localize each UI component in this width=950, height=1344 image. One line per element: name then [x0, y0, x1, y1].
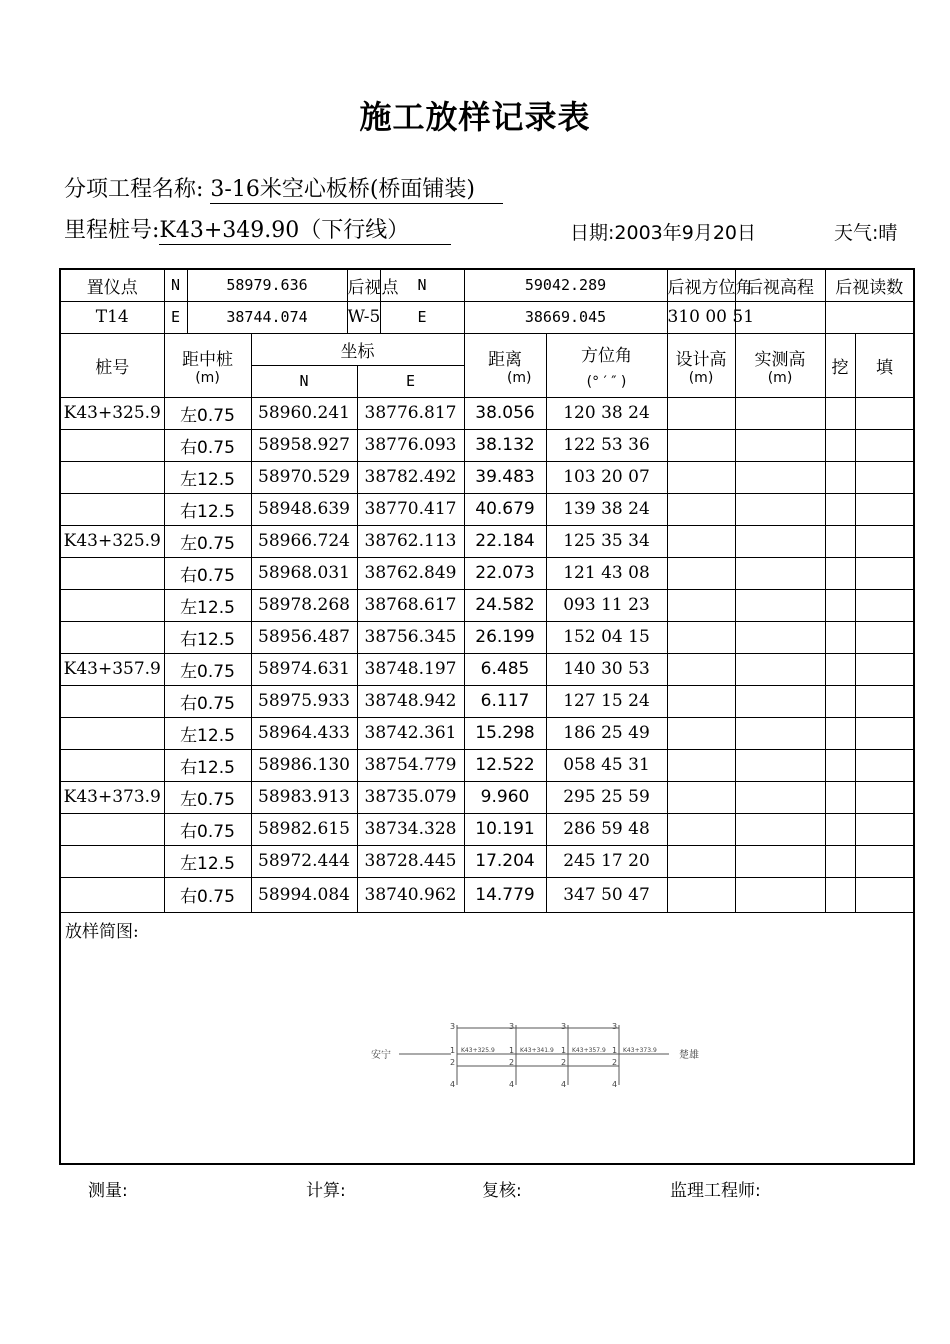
fill-cell — [855, 525, 914, 557]
offset-cell: 右0.75 — [164, 557, 251, 589]
cut-cell — [825, 589, 855, 621]
pile-cell — [60, 877, 164, 912]
bs-azimuth-value: 310 00 51 — [667, 301, 735, 333]
dist-cell: 9.960 — [464, 781, 546, 813]
measured-cell — [735, 653, 825, 685]
measured-cell — [735, 845, 825, 877]
data-rows — [60, 397, 914, 912]
design-cell — [667, 749, 735, 781]
sketch-station-3: K43+357.9 — [572, 1046, 606, 1054]
backsight-label: 后视点 — [347, 269, 380, 301]
sketch-pt-3c: 3 — [561, 1021, 567, 1031]
offset-cell: 左0.75 — [164, 781, 251, 813]
dist-cell: 26.199 — [464, 621, 546, 653]
dist-header — [464, 333, 546, 397]
n-cell: 58958.927 — [251, 429, 357, 461]
design-cell — [667, 557, 735, 589]
measured-cell — [735, 461, 825, 493]
fill-cell — [855, 749, 914, 781]
dist-cell: 38.132 — [464, 429, 546, 461]
dist-unit: (m) — [506, 369, 532, 386]
cut-cell — [825, 717, 855, 749]
bs-reading-value — [825, 301, 914, 333]
pile-cell — [60, 813, 164, 845]
design-cell — [667, 813, 735, 845]
pile-cell — [60, 557, 164, 589]
cut-cell — [825, 749, 855, 781]
footer-calc: 计算: — [306, 1181, 346, 1201]
table-row — [60, 397, 914, 429]
e-cell: 38728.445 — [357, 845, 464, 877]
sketch-pt-4b: 4 — [509, 1079, 515, 1089]
cut-cell — [825, 781, 855, 813]
n-cell: 58960.241 — [251, 397, 357, 429]
e-header: E — [357, 365, 464, 397]
table-row — [60, 781, 914, 813]
backsight-value: W-5 — [347, 301, 380, 333]
pile-cell — [60, 845, 164, 877]
design-cell — [667, 493, 735, 525]
measured-cell — [735, 813, 825, 845]
pile-cell: K43+373.9 — [60, 781, 164, 813]
table-row — [60, 429, 914, 461]
instrument-n: 58979.636 — [187, 269, 347, 301]
n-cell: 58956.487 — [251, 621, 357, 653]
cut-cell — [825, 813, 855, 845]
measured-cell — [735, 557, 825, 589]
footer-check: 复核: — [482, 1181, 522, 1201]
azimuth-cell: 286 59 48 — [546, 813, 667, 845]
table-row — [60, 461, 914, 493]
dist-cell: 38.056 — [464, 397, 546, 429]
n-label: N — [164, 269, 187, 301]
n-cell: 58983.913 — [251, 781, 357, 813]
pile-cell — [60, 461, 164, 493]
fill-cell — [855, 461, 914, 493]
sketch-pt-2a: 2 — [450, 1057, 456, 1067]
cut-cell — [825, 461, 855, 493]
design-cell — [667, 717, 735, 749]
e-label: E — [164, 301, 187, 333]
pile-cell — [60, 685, 164, 717]
bs-azimuth-label: 后视方位角 — [667, 269, 735, 301]
measured-cell — [735, 877, 825, 912]
measured-header-text: 实测高 — [754, 349, 806, 370]
measured-cell — [735, 717, 825, 749]
azimuth-cell: 186 25 49 — [546, 717, 667, 749]
fill-cell — [855, 813, 914, 845]
measured-header — [735, 333, 825, 397]
offset-header-text: 距中桩 — [182, 349, 233, 370]
dist-cell: 6.485 — [464, 653, 546, 685]
table-row — [60, 717, 914, 749]
table-row — [60, 557, 914, 589]
fill-cell — [855, 429, 914, 461]
design-header-text: 设计高 — [675, 349, 727, 370]
n-cell: 58982.615 — [251, 813, 357, 845]
cut-header: 挖 — [825, 333, 855, 397]
azimuth-cell: 295 25 59 — [546, 781, 667, 813]
azimuth-cell: 121 43 08 — [546, 557, 667, 589]
offset-header — [164, 333, 251, 397]
measured-unit: (m) — [767, 369, 793, 386]
e-cell: 38742.361 — [357, 717, 464, 749]
table-row — [60, 525, 914, 557]
offset-cell: 左12.5 — [164, 589, 251, 621]
e-cell: 38748.942 — [357, 685, 464, 717]
pile-header: 桩号 — [60, 333, 164, 397]
sketch-row — [60, 912, 914, 1164]
e-cell: 38740.962 — [357, 877, 464, 912]
fill-header: 填 — [855, 333, 914, 397]
fill-cell — [855, 845, 914, 877]
design-cell — [667, 461, 735, 493]
design-cell — [667, 845, 735, 877]
cut-cell — [825, 877, 855, 912]
station-value: K43+349.90（下行线） — [159, 213, 451, 245]
fill-cell — [855, 493, 914, 525]
n-header: N — [251, 365, 357, 397]
offset-cell: 右0.75 — [164, 877, 251, 912]
e-cell: 38762.113 — [357, 525, 464, 557]
azimuth-cell: 347 50 47 — [546, 877, 667, 912]
azimuth-cell: 122 53 36 — [546, 429, 667, 461]
offset-cell: 右12.5 — [164, 621, 251, 653]
fill-cell — [855, 589, 914, 621]
azimuth-cell: 127 15 24 — [546, 685, 667, 717]
sketch-pt-2b: 2 — [509, 1057, 515, 1067]
offset-cell: 左12.5 — [164, 717, 251, 749]
design-header — [667, 333, 735, 397]
pile-cell — [60, 493, 164, 525]
measured-cell — [735, 429, 825, 461]
azimuth-header-text: 方位角 — [581, 345, 632, 366]
cut-cell — [825, 429, 855, 461]
azimuth-cell: 058 45 31 — [546, 749, 667, 781]
measured-cell — [735, 525, 825, 557]
cut-cell — [825, 621, 855, 653]
sketch-label: 放样简图: — [65, 921, 139, 942]
backsight-n: 59042.289 — [464, 269, 667, 301]
offset-cell: 左12.5 — [164, 461, 251, 493]
e-cell: 38762.849 — [357, 557, 464, 589]
offset-cell: 右0.75 — [164, 685, 251, 717]
backsight-e: 38669.045 — [464, 301, 667, 333]
stakeout-table — [59, 268, 915, 1165]
sketch-pt-4c: 4 — [561, 1079, 567, 1089]
table-row — [60, 493, 914, 525]
azimuth-cell: 139 38 24 — [546, 493, 667, 525]
n-cell: 58994.084 — [251, 877, 357, 912]
weather-field — [834, 218, 897, 245]
setup-row-2 — [60, 301, 914, 333]
e-label-2: E — [380, 301, 464, 333]
n-cell: 58966.724 — [251, 525, 357, 557]
project-line — [64, 172, 503, 204]
fill-cell — [855, 685, 914, 717]
offset-cell: 左12.5 — [164, 845, 251, 877]
design-cell — [667, 653, 735, 685]
fill-cell — [855, 557, 914, 589]
sketch-pt-4d: 4 — [612, 1079, 618, 1089]
sketch-pt-3a: 3 — [450, 1021, 456, 1031]
sketch-station-2: K43+341.9 — [520, 1046, 554, 1054]
cut-cell — [825, 653, 855, 685]
n-cell: 58948.639 — [251, 493, 357, 525]
fill-cell — [855, 397, 914, 429]
design-cell — [667, 621, 735, 653]
table-row — [60, 749, 914, 781]
pile-cell — [60, 717, 164, 749]
weather-value: 晴 — [878, 222, 898, 244]
dist-cell: 15.298 — [464, 717, 546, 749]
pile-cell — [60, 621, 164, 653]
n-cell: 58978.268 — [251, 589, 357, 621]
sketch-pt-2c: 2 — [561, 1057, 567, 1067]
measured-cell — [735, 397, 825, 429]
pile-cell: K43+357.9 — [60, 653, 164, 685]
sketch-pt-1d: 1 — [612, 1045, 618, 1055]
n-cell: 58968.031 — [251, 557, 357, 589]
design-cell — [667, 685, 735, 717]
table-row — [60, 845, 914, 877]
date-value: 2003年9月20日 — [614, 222, 757, 244]
dist-cell: 24.582 — [464, 589, 546, 621]
cut-cell — [825, 685, 855, 717]
sketch-station-4: K43+373.9 — [623, 1046, 657, 1054]
design-cell — [667, 781, 735, 813]
table-row — [60, 653, 914, 685]
date-label: 日期: — [570, 222, 615, 244]
sketch-pt-2d: 2 — [612, 1057, 618, 1067]
e-cell: 38776.093 — [357, 429, 464, 461]
design-unit: (m) — [688, 369, 714, 386]
n-cell: 58972.444 — [251, 845, 357, 877]
measured-cell — [735, 621, 825, 653]
offset-cell: 左0.75 — [164, 525, 251, 557]
sketch-pt-1b: 1 — [509, 1045, 515, 1055]
fill-cell — [855, 877, 914, 912]
n-cell: 58970.529 — [251, 461, 357, 493]
instrument-label: 置仪点 — [60, 269, 164, 301]
fill-cell — [855, 621, 914, 653]
instrument-value: T14 — [60, 301, 164, 333]
dist-cell: 6.117 — [464, 685, 546, 717]
offset-cell: 右12.5 — [164, 493, 251, 525]
dist-cell: 12.522 — [464, 749, 546, 781]
measured-cell — [735, 589, 825, 621]
pile-cell — [60, 589, 164, 621]
coord-header: 坐标 — [251, 333, 464, 365]
e-cell: 38768.617 — [357, 589, 464, 621]
sketch-left-end: 安宁 — [371, 1049, 391, 1061]
dist-cell: 10.191 — [464, 813, 546, 845]
e-cell: 38734.328 — [357, 813, 464, 845]
e-cell: 38782.492 — [357, 461, 464, 493]
design-cell — [667, 525, 735, 557]
sketch-right-end: 楚雄 — [679, 1049, 699, 1061]
cut-cell — [825, 557, 855, 589]
azimuth-cell: 125 35 34 — [546, 525, 667, 557]
azimuth-cell: 152 04 15 — [546, 621, 667, 653]
measured-cell — [735, 749, 825, 781]
table-row — [60, 621, 914, 653]
azimuth-cell: 120 38 24 — [546, 397, 667, 429]
azimuth-cell: 245 17 20 — [546, 845, 667, 877]
footer-supervisor: 监理工程师: — [670, 1181, 761, 1201]
instrument-e: 38744.074 — [187, 301, 347, 333]
n-cell: 58975.933 — [251, 685, 357, 717]
azimuth-header — [546, 333, 667, 397]
offset-cell: 右0.75 — [164, 429, 251, 461]
pile-cell — [60, 749, 164, 781]
page-title: 施工放样记录表 — [359, 98, 591, 136]
cut-cell — [825, 525, 855, 557]
table-row — [60, 685, 914, 717]
project-value: 3-16米空心板桥(桥面铺装) — [210, 172, 503, 204]
sketch-area — [60, 912, 914, 1164]
azimuth-cell: 140 30 53 — [546, 653, 667, 685]
project-label: 分项工程名称: — [64, 177, 204, 202]
dist-cell: 17.204 — [464, 845, 546, 877]
measured-cell — [735, 781, 825, 813]
n-cell: 58986.130 — [251, 749, 357, 781]
dist-cell: 22.184 — [464, 525, 546, 557]
design-cell — [667, 397, 735, 429]
azimuth-unit: (° ′ ″ ) — [586, 373, 627, 390]
header-row-1 — [60, 333, 914, 365]
cut-cell — [825, 493, 855, 525]
azimuth-cell: 093 11 23 — [546, 589, 667, 621]
e-cell: 38748.197 — [357, 653, 464, 685]
dist-cell: 40.679 — [464, 493, 546, 525]
setup-row-1 — [60, 269, 914, 301]
sketch-pt-1c: 1 — [561, 1045, 567, 1055]
dist-header-text: 距离 — [488, 349, 522, 370]
measured-cell — [735, 685, 825, 717]
e-cell: 38735.079 — [357, 781, 464, 813]
fill-cell — [855, 653, 914, 685]
e-cell: 38756.345 — [357, 621, 464, 653]
sketch-station-1: K43+325.9 — [461, 1046, 495, 1054]
dist-cell: 14.779 — [464, 877, 546, 912]
pile-cell: K43+325.9 — [60, 525, 164, 557]
date-field — [570, 218, 756, 245]
weather-label: 天气: — [834, 222, 879, 244]
bs-elev-label: 后视高程 — [735, 269, 825, 301]
offset-cell: 左0.75 — [164, 397, 251, 429]
n-cell: 58974.631 — [251, 653, 357, 685]
design-cell — [667, 877, 735, 912]
sketch-pt-3d: 3 — [612, 1021, 618, 1031]
dist-cell: 39.483 — [464, 461, 546, 493]
sketch-pt-4a: 4 — [450, 1079, 456, 1089]
cut-cell — [825, 397, 855, 429]
sketch-pt-1a: 1 — [450, 1045, 456, 1055]
footer-survey: 测量: — [88, 1181, 128, 1201]
station-line — [64, 213, 451, 245]
cut-cell — [825, 845, 855, 877]
offset-unit: (m) — [195, 369, 220, 386]
station-label: 里程桩号: — [64, 218, 160, 243]
design-cell — [667, 429, 735, 461]
table-row — [60, 813, 914, 845]
bs-reading-label: 后视读数 — [825, 269, 914, 301]
offset-cell: 右12.5 — [164, 749, 251, 781]
n-cell: 58964.433 — [251, 717, 357, 749]
azimuth-cell: 103 20 07 — [546, 461, 667, 493]
table-row — [60, 589, 914, 621]
fill-cell — [855, 717, 914, 749]
pile-cell — [60, 429, 164, 461]
dist-cell: 22.073 — [464, 557, 546, 589]
offset-cell: 右0.75 — [164, 813, 251, 845]
e-cell: 38770.417 — [357, 493, 464, 525]
table-row — [60, 877, 914, 912]
pile-cell: K43+325.9 — [60, 397, 164, 429]
fill-cell — [855, 781, 914, 813]
layout-sketch — [61, 913, 913, 1163]
design-cell — [667, 589, 735, 621]
sketch-pt-3b: 3 — [509, 1021, 515, 1031]
e-cell: 38776.817 — [357, 397, 464, 429]
n-label-2: N — [380, 269, 464, 301]
offset-cell: 左0.75 — [164, 653, 251, 685]
measured-cell — [735, 493, 825, 525]
e-cell: 38754.779 — [357, 749, 464, 781]
